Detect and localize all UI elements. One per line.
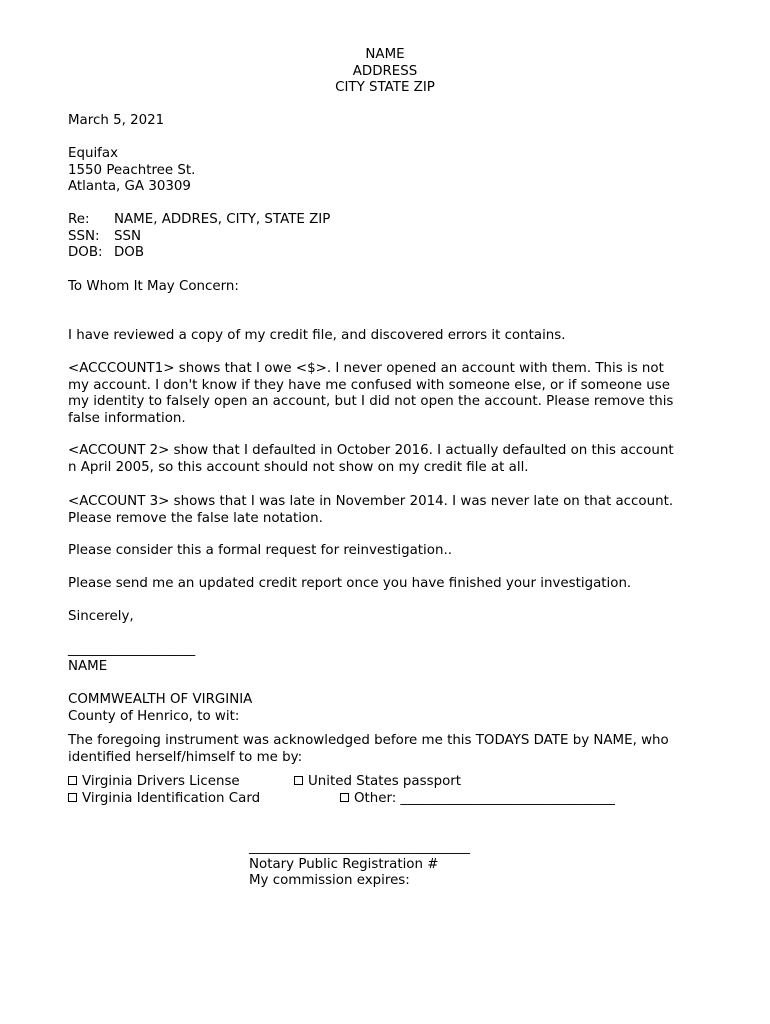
ssn-value: SSN xyxy=(114,228,142,244)
sender-address: ADDRESS xyxy=(352,63,418,79)
sender-header xyxy=(0,47,770,97)
re-label: Re: xyxy=(68,212,90,227)
notary-header xyxy=(68,692,718,725)
dob-row xyxy=(68,245,718,262)
option-passport[interactable]: United States passport xyxy=(294,774,461,791)
re-row xyxy=(68,212,718,229)
reference-block xyxy=(68,212,718,262)
notary-commission: My commission expires: xyxy=(249,873,410,889)
checkbox-icon[interactable] xyxy=(68,793,77,802)
dob-value: DOB xyxy=(114,245,145,261)
notary-signature-block xyxy=(249,840,649,890)
recipient-company: Equifax xyxy=(68,146,119,161)
salutation: To Whom It May Concern: xyxy=(68,279,239,294)
ssn-row xyxy=(68,229,718,246)
closing xyxy=(68,609,718,626)
sender-city-state-zip: CITY STATE ZIP xyxy=(335,80,435,96)
account1-paragraph: <ACCCOUNT1> shows that I owe <$>. I never opened an account with them. This is not my account. I don't know if they have me confused with someone else, or if someone use my identity to falsely open an account, but I did not open the account. Please remove this false information. xyxy=(68,361,674,426)
option-id-card[interactable]: Virginia Identification Card xyxy=(68,791,260,808)
report-paragraph: Please send me an updated credit report once you have finished your investigation. xyxy=(68,576,632,591)
signer-name: NAME xyxy=(68,658,108,674)
checkbox-icon[interactable] xyxy=(340,793,349,802)
recipient-address xyxy=(68,146,718,196)
sincerely: Sincerely, xyxy=(68,609,134,624)
acknowledgement-paragraph: The foregoing instrument was acknowledged before me this TODAYS DATE by NAME, who identified herself/himself to me by: xyxy=(68,733,669,765)
checkbox-icon[interactable] xyxy=(294,776,303,785)
option-drivers-license[interactable]: Virginia Drivers License xyxy=(68,774,240,791)
checkbox-icon[interactable] xyxy=(68,776,77,785)
recipient-city: Atlanta, GA 30309 xyxy=(68,179,191,195)
recipient-street: 1550 Peachtree St. xyxy=(68,162,196,178)
notary-registration: Notary Public Registration # xyxy=(249,856,439,872)
option-other[interactable]: Other: ________________________________ xyxy=(340,791,615,808)
notary-signature-line: _________________________________ xyxy=(249,840,470,855)
signature-block xyxy=(68,642,718,675)
letter-date: March 5, 2021 xyxy=(68,113,165,128)
notary-county: County of Henrico, to wit: xyxy=(68,708,240,724)
request-paragraph: Please consider this a formal request for reinvestigation.. xyxy=(68,543,452,558)
notary-state: COMMWEALTH OF VIRGINIA xyxy=(68,692,253,707)
dob-label: DOB: xyxy=(68,245,103,261)
account3-paragraph: <ACCOUNT 3> shows that I was late in November 2014. I was never late on that account. Please remove the false late notation. xyxy=(68,494,674,526)
sender-name: NAME xyxy=(365,47,405,62)
re-value: NAME, ADDRES, CITY, STATE ZIP xyxy=(114,212,331,227)
signature-line: ___________________ xyxy=(68,642,196,657)
intro-paragraph: I have reviewed a copy of my credit file, and discovered errors it contains. xyxy=(68,328,566,343)
account2-paragraph: <ACCOUNT 2> show that I defaulted in October 2016. I actually defaulted on this account n April 2005, so this account should not show on my credit file at all. xyxy=(68,443,674,475)
ssn-label: SSN: xyxy=(68,228,100,244)
